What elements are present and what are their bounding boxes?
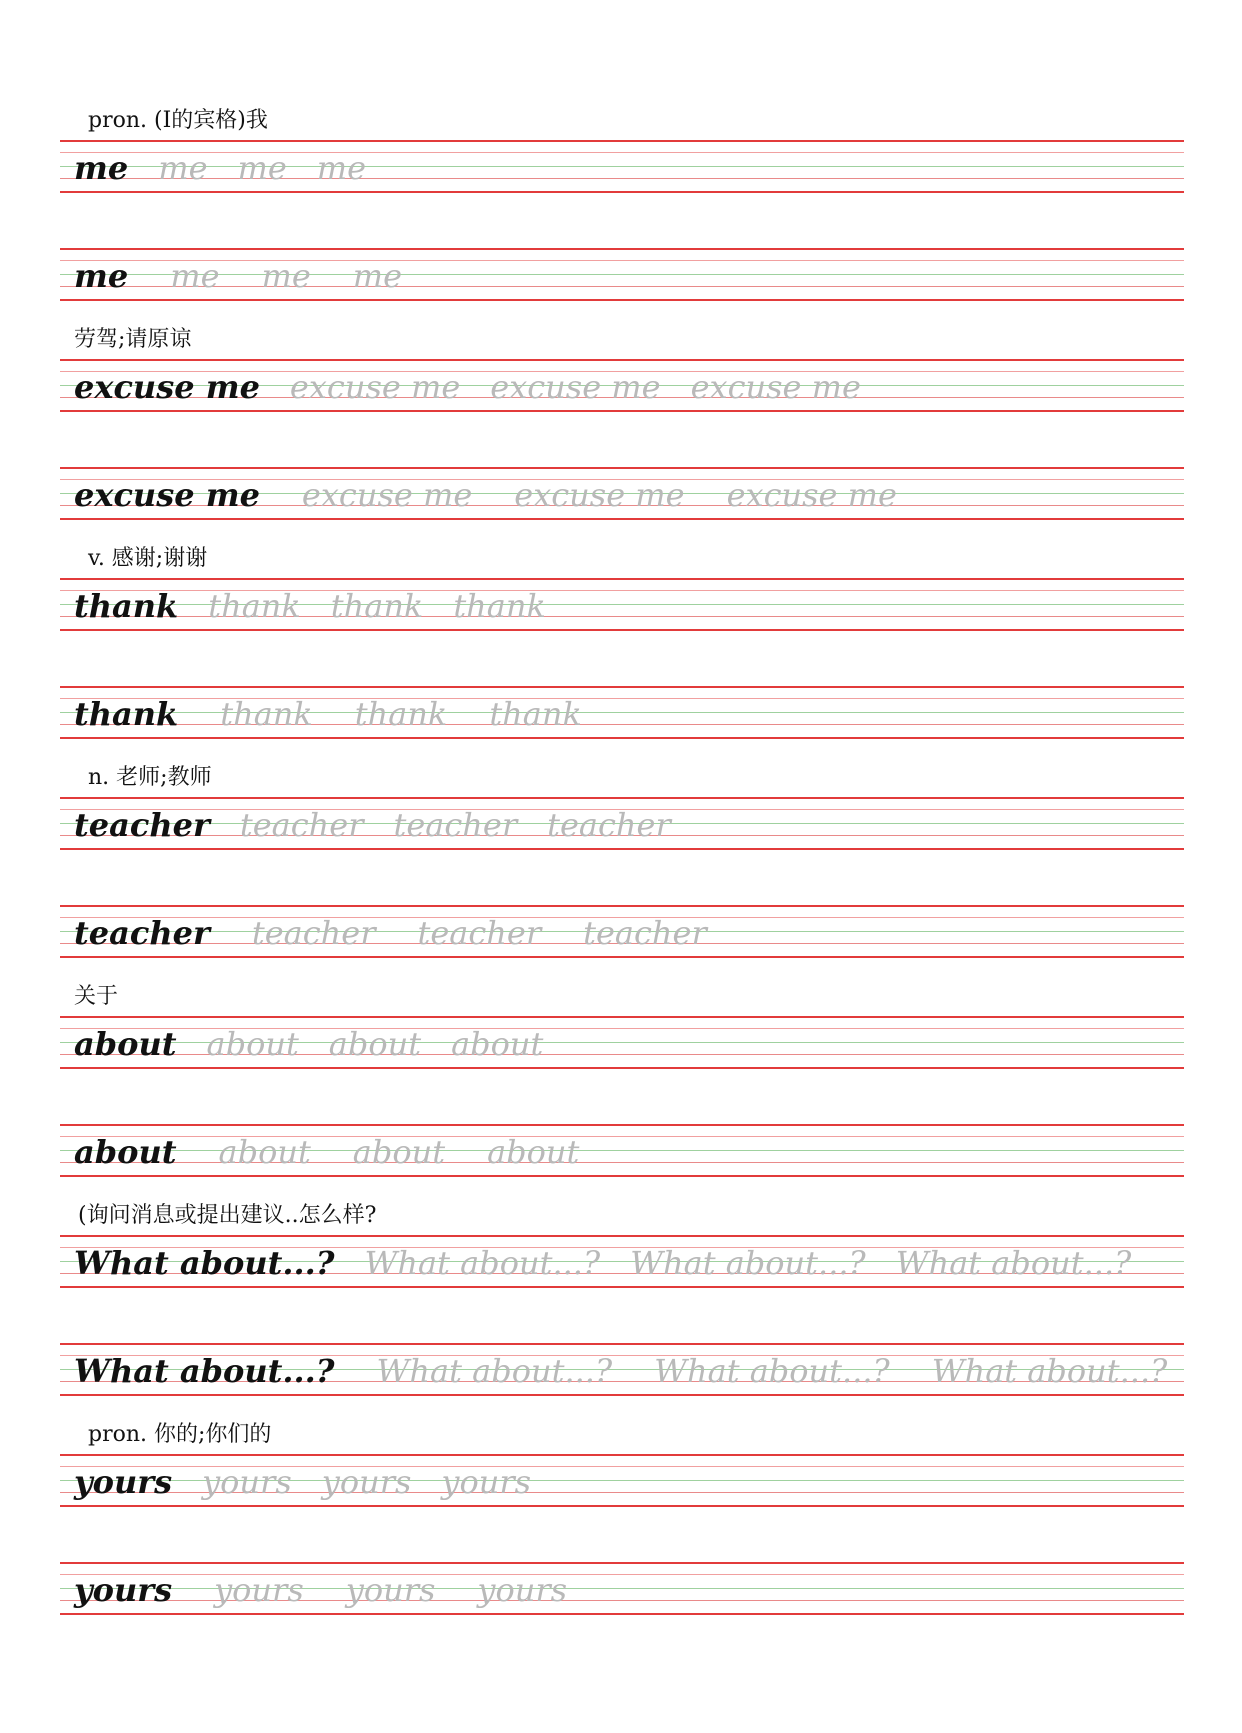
model-word: about (74, 1025, 177, 1063)
rule-line (60, 1235, 1184, 1237)
row-words (74, 1025, 544, 1063)
model-word: about (74, 1133, 177, 1171)
trace-word: me (316, 149, 367, 187)
trace-word: excuse me (490, 368, 661, 406)
gloss-text: 劳驾;请原谅 (74, 327, 192, 352)
practice-row (60, 686, 1184, 738)
trace-word: yours (214, 1571, 304, 1609)
rule-line (60, 518, 1184, 520)
rule-line (60, 686, 1184, 688)
rule-line (60, 797, 1184, 799)
rule-line (60, 1562, 1184, 1564)
model-word: teacher (74, 806, 210, 844)
trace-word: yours (441, 1463, 532, 1501)
trace-word: teacher (251, 914, 376, 952)
trace-word: about (206, 1025, 299, 1063)
row-words (74, 1244, 1132, 1282)
row-words (74, 914, 707, 952)
row-words (74, 149, 367, 187)
model-word: What about...? (74, 1244, 335, 1282)
gloss-text: n. 老师;教师 (88, 765, 212, 790)
rule-line (60, 359, 1184, 361)
trace-word: teacher (417, 914, 542, 952)
row-words (74, 1571, 568, 1609)
row-words (74, 1352, 1168, 1390)
trace-word: yours (202, 1463, 292, 1501)
gloss-text: 关于 (74, 984, 119, 1009)
practice-row (60, 359, 1184, 411)
trace-word: me (352, 257, 403, 295)
trace-word: me (158, 149, 208, 187)
practice-row (60, 578, 1184, 630)
rule-line (60, 1175, 1184, 1177)
trace-word: about (352, 1133, 446, 1171)
row-words (74, 695, 582, 733)
trace-word: excuse me (726, 476, 897, 514)
trace-word: teacher (583, 914, 707, 952)
trace-word: yours (345, 1571, 436, 1609)
rule-line (60, 140, 1184, 142)
trace-word: teacher (239, 806, 364, 844)
gloss-text: v. 感谢;谢谢 (88, 546, 208, 571)
rule-line (60, 1613, 1184, 1615)
model-word: me (74, 257, 129, 295)
practice-row (60, 1343, 1184, 1395)
trace-word: excuse me (690, 368, 861, 406)
rule-line (60, 1016, 1184, 1018)
trace-word: me (237, 149, 287, 187)
practice-row (60, 1124, 1184, 1176)
row-words (74, 1133, 580, 1171)
model-word: teacher (74, 914, 210, 952)
trace-word: excuse me (301, 476, 473, 514)
model-word: yours (74, 1463, 173, 1501)
trace-word: What about...? (931, 1352, 1168, 1390)
rule-line (60, 248, 1184, 250)
trace-word: What about...? (895, 1244, 1132, 1282)
trace-word: about (218, 1133, 311, 1171)
trace-word: thank (220, 695, 313, 733)
trace-word: What about...? (630, 1244, 866, 1282)
trace-word: thank (330, 587, 424, 625)
trace-word: about (328, 1025, 422, 1063)
rule-line (60, 1286, 1184, 1288)
rule-line (60, 191, 1184, 193)
rule-line (60, 1343, 1184, 1345)
model-word: excuse me (74, 476, 260, 514)
rule-line (60, 578, 1184, 580)
trace-word: about (487, 1133, 580, 1171)
trace-word: about (451, 1025, 544, 1063)
model-word: me (74, 149, 129, 187)
practice-row (60, 1454, 1184, 1506)
trace-word: excuse me (289, 368, 461, 406)
trace-word: thank (489, 695, 582, 733)
trace-word: thank (354, 695, 448, 733)
model-word: thank (74, 587, 179, 625)
row-words (74, 257, 403, 295)
trace-word: What about...? (364, 1244, 601, 1282)
row-words (74, 587, 546, 625)
practice-row (60, 1235, 1184, 1287)
rule-line (60, 1394, 1184, 1396)
row-words (74, 476, 897, 514)
rule-line (60, 629, 1184, 631)
rule-line (60, 467, 1184, 469)
rule-line (60, 410, 1184, 412)
row-words (74, 1463, 532, 1501)
model-word: What about...? (74, 1352, 335, 1390)
trace-word: thank (453, 587, 546, 625)
trace-word: yours (321, 1463, 412, 1501)
trace-word: yours (477, 1571, 568, 1609)
practice-row (60, 467, 1184, 519)
model-word: thank (74, 695, 179, 733)
practice-row (60, 1562, 1184, 1614)
trace-word: me (261, 257, 311, 295)
practice-row (60, 905, 1184, 957)
practice-row (60, 797, 1184, 849)
row-words (74, 368, 861, 406)
trace-word: teacher (547, 806, 671, 844)
practice-row (60, 248, 1184, 300)
practice-row (60, 140, 1184, 192)
trace-word: What about...? (654, 1352, 890, 1390)
rule-line (60, 299, 1184, 301)
rule-line (60, 1067, 1184, 1069)
row-words (74, 806, 671, 844)
model-word: yours (74, 1571, 173, 1609)
trace-word: me (170, 257, 220, 295)
gloss-text: pron. (I的宾格)我 (88, 108, 268, 133)
model-word: excuse me (74, 368, 260, 406)
practice-row (60, 1016, 1184, 1068)
gloss-text: (询问消息或提出建议..怎么样? (78, 1203, 377, 1228)
rule-line (60, 956, 1184, 958)
trace-word: thank (208, 587, 301, 625)
rule-line (60, 1124, 1184, 1126)
rule-line (60, 848, 1184, 850)
rule-line (60, 1454, 1184, 1456)
rule-line (60, 1505, 1184, 1507)
gloss-text: pron. 你的;你们的 (88, 1422, 272, 1447)
rule-line (60, 905, 1184, 907)
trace-word: What about...? (376, 1352, 613, 1390)
trace-word: teacher (393, 806, 518, 844)
rule-line (60, 737, 1184, 739)
trace-word: excuse me (514, 476, 685, 514)
